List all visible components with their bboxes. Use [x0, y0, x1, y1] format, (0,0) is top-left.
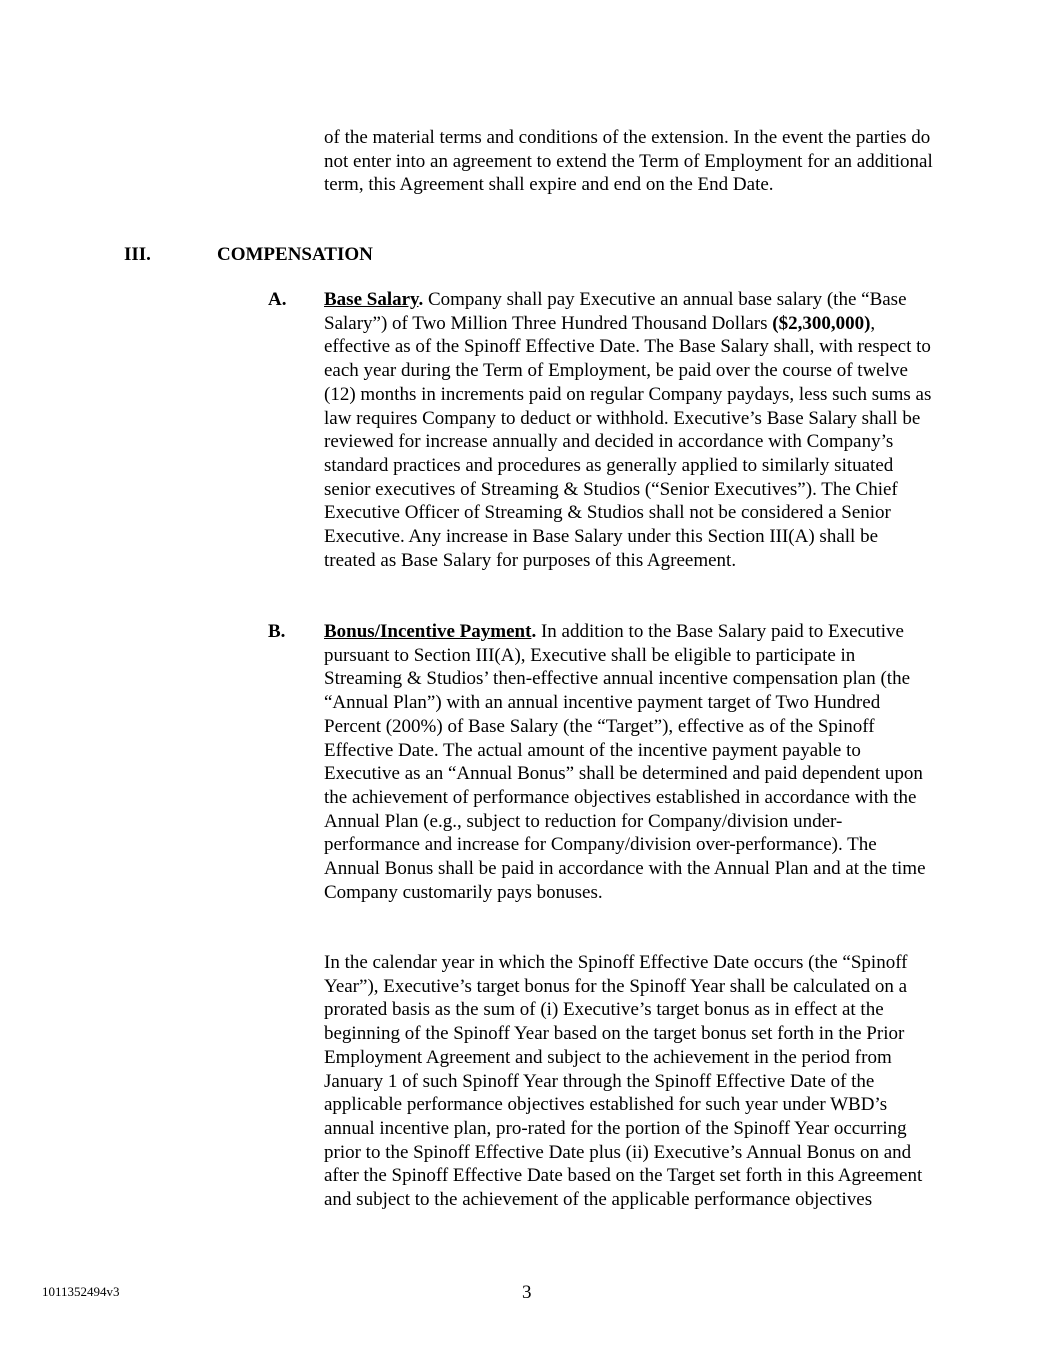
- footer-document-id: 1011352494v3: [42, 1284, 120, 1299]
- base-salary-amount: ($2,300,000): [772, 312, 871, 334]
- subsection-a-text-2: , effective as of the Spinoff Effective Date. The Base Salary shall, with respect to each year during the Term of Employment, be paid over the course of twelve (12) months in increments paid on regular Company paydays, less such sums as law requires Company to deduct or withhold. Executive’s Base Salary shall be reviewed for increase annually and decided in accordance with Company’s standard practices and procedures as generally applied to similarly situated senior executives of Streaming & Studios (“Senior Executives”). The Chief Executive Officer of Streaming & Studios shall not be considered a Senior Executive. Any increase in Base Salary under this Section III(A) shall be treated as Base Salary for purposes of this Agreement.: [324, 312, 932, 571]
- section-number: III.: [124, 244, 151, 265]
- page-number: 3: [522, 1282, 532, 1303]
- section-title: COMPENSATION: [217, 244, 373, 265]
- subsection-a-heading: Base Salary: [324, 289, 419, 310]
- subsection-b-text: In addition to the Base Salary paid to Executive pursuant to Section III(A), Executive shall be eligible to participate in Streaming & Studios’ then-effective annual incentive compensation plan (the “Annual Plan”) with an annual incentive payment target of Two Hundred Percent (200%) of Base Salary (the “Target”), effective as of the Spinoff Effective Date. The actual amount of the incentive payment payable to Executive as an “Annual Bonus” shall be determined and paid dependent upon the achievement of performance objectives established in accordance with the Annual Plan (e.g., subject to reduction for Company/division under-performance and increase for Company/division over-performance). The Annual Bonus shall be paid in accordance with the Annual Plan and at the time Company customarily pays bonuses.: [324, 621, 926, 903]
- subsection-b-paragraph: Bonus/Incentive Payment. In addition to the Base Salary paid to Executive pursuant to Section III(A), Executive shall be eligible to participate in Streaming & Studios’ then-effective annual incentive compensation plan (the “Annual Plan”) with an annual incentive payment target of Two Hundred Percent (200%) of Base Salary (the “Target”), effective as of the Spinoff Effective Date. The actual amount of the incentive payment payable to Executive as an “Annual Bonus” shall be determined and paid dependent upon the achievement of performance objectives established in accordance with the Annual Plan (e.g., subject to reduction for Company/division under-performance and increase for Company/division over-performance). The Annual Bonus shall be paid in accordance with the Annual Plan and at the time Company customarily pays bonuses.: [324, 621, 926, 903]
- subsection-a-letter: A.: [268, 289, 287, 310]
- subsection-a-paragraph: Base Salary. Company shall pay Executive an annual base salary (the “Base Salary”) of Two Million Three Hundred Thousand Dollars ($2,300,000), effective as of the Spinoff Effective Date. The Base Salary shall, with respect to each year during the Term of Employment, be paid over the course of twelve (12) months in increments paid on regular Company paydays, less such sums as law requires Company to deduct or withhold. Executive’s Base Salary shall be reviewed for increase annually and decided in accordance with Company’s standard practices and procedures as generally applied to similarly situated senior executives of Streaming & Studios (“Senior Executives”). The Chief Executive Officer of Streaming & Studios shall not be considered a Senior Executive. Any increase in Base Salary under this Section III(A) shall be treated as Base Salary for purposes of this Agreement.: [324, 289, 932, 571]
- continuation-paragraph: of the material terms and conditions of the extension. In the event the parties do not enter into an agreement to extend the Term of Employment for an additional term, this Agreement shall expire and end on the End Date.: [324, 127, 933, 196]
- subsection-b-paragraph-2: In the calendar year in which the Spinoff Effective Date occurs (the “Spinoff Year”), Executive’s target bonus for the Spinoff Year shall be calculated on a prorated basis as the sum of (i) Executive’s target bonus as in effect at the beginning of the Spinoff Year based on the target bonus set forth in the Prior Employment Agreement and subject to the achievement in the period from January 1 of such Spinoff Year through the Spinoff Effective Date of the applicable performance objectives established for such year under WBD’s annual incentive plan, pro-rated for the portion of the Spinoff Year occurring prior to the Spinoff Effective Date plus (ii) Executive’s Annual Bonus on and after the Spinoff Effective Date based on the Target set forth in this Agreement and subject to the achievement of the applicable performance objectives: [324, 952, 923, 1211]
- subsection-b-heading: Bonus/Incentive Payment: [324, 621, 532, 642]
- subsection-b-letter: B.: [268, 621, 286, 642]
- subsection-a-text-1: Company shall pay Executive an annual base salary (the “Base Salary”) of Two Million Three Hundred Thousand Dollars: [324, 289, 907, 334]
